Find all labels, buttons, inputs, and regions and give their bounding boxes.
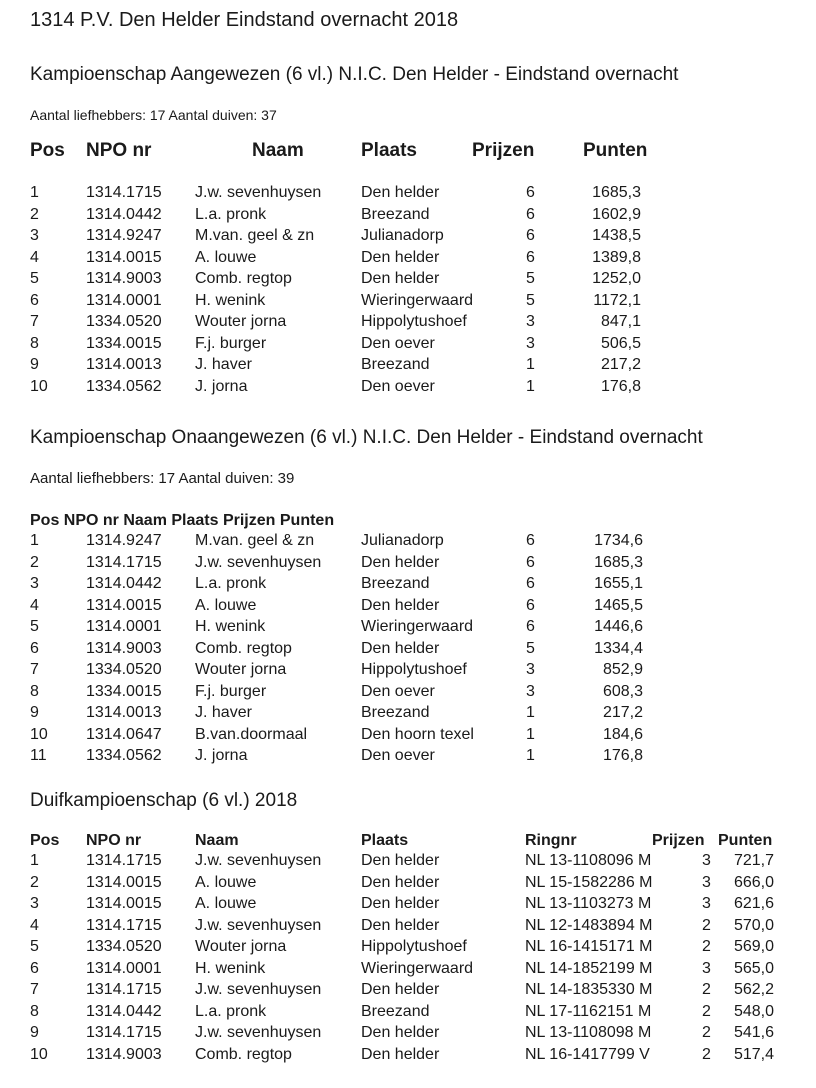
section-1-header-naam: Naam: [252, 140, 304, 161]
cell-plaats: Hippolytushoef: [361, 661, 467, 678]
cell-naam: J.w. sevenhuysen: [195, 184, 322, 201]
cell-prijzen: 1: [526, 747, 535, 764]
cell-punten: 1465,5: [594, 596, 643, 614]
cell-naam: J.w. sevenhuysen: [195, 553, 322, 571]
table-row: [0, 938, 816, 960]
cell-pos: 8: [30, 334, 39, 352]
cell-plaats: Den helder: [361, 1045, 440, 1063]
cell-ringnr: NL 16-1415171 M: [525, 938, 653, 955]
section-1-header-pos: Pos: [30, 140, 65, 161]
cell-prijzen: 2: [702, 938, 711, 955]
cell-npo-nr: 1334.0520: [86, 661, 162, 678]
cell-npo-nr: 1334.0520: [86, 938, 162, 955]
cell-plaats: Julianadorp: [361, 532, 444, 549]
cell-naam: J.w. sevenhuysen: [195, 916, 322, 934]
section-3-header-pos: Pos: [30, 832, 60, 849]
cell-npo-nr: 1314.0001: [86, 959, 162, 977]
cell-naam: M.van. geel & zn: [195, 532, 315, 549]
cell-punten: 847,1: [600, 313, 641, 330]
table-row: [0, 206, 816, 228]
cell-npo-nr: 1314.0442: [86, 1002, 162, 1020]
cell-naam: H. wenink: [195, 291, 266, 309]
cell-pos: 3: [30, 227, 39, 244]
cell-pos: 7: [30, 981, 39, 998]
cell-npo-nr: 1334.0562: [86, 747, 162, 764]
cell-pos: 3: [30, 895, 39, 912]
cell-pos: 10: [30, 1045, 48, 1063]
cell-plaats: Hippolytushoef: [361, 313, 467, 330]
cell-plaats: Breezand: [361, 1002, 430, 1020]
cell-pos: 2: [30, 553, 39, 571]
section-1-header-npo: NPO nr: [86, 140, 152, 161]
section-2-header: Pos NPO nr Naam Plaats Prijzen Punten: [30, 512, 335, 529]
section-1-meta: Aantal liefhebbers: 17 Aantal duiven: 37: [30, 107, 277, 123]
cell-prijzen: 2: [702, 916, 711, 934]
section-3-header-prijzen: Prijzen: [652, 832, 705, 849]
table-row: [0, 704, 816, 726]
cell-ringnr: NL 14-1852199 M: [525, 959, 653, 977]
cell-prijzen: 1: [526, 704, 535, 721]
cell-prijzen: 5: [526, 270, 535, 287]
cell-punten: 1685,3: [592, 184, 641, 201]
cell-plaats: Julianadorp: [361, 227, 444, 244]
cell-naam: J. haver: [195, 704, 252, 721]
cell-pos: 9: [30, 1024, 39, 1041]
cell-naam: L.a. pronk: [195, 575, 267, 592]
cell-naam: M.van. geel & zn: [195, 227, 315, 244]
cell-ringnr: NL 12-1483894 M: [525, 916, 653, 934]
cell-prijzen: 3: [702, 895, 711, 912]
cell-pos: 11: [30, 747, 47, 764]
cell-npo-nr: 1314.9003: [86, 1045, 162, 1063]
cell-pos: 5: [30, 618, 39, 635]
cell-pos: 1: [30, 852, 39, 869]
cell-plaats: Den oever: [361, 747, 435, 764]
cell-pos: 5: [30, 938, 39, 955]
cell-npo-nr: 1314.0442: [86, 575, 162, 592]
cell-plaats: Den helder: [361, 553, 440, 571]
cell-npo-nr: 1314.1715: [86, 1024, 162, 1041]
cell-pos: 4: [30, 916, 39, 934]
table-row: [0, 874, 816, 896]
cell-plaats: Breezand: [361, 356, 430, 373]
cell-prijzen: 1: [526, 725, 535, 743]
cell-punten: 569,0: [733, 938, 774, 955]
cell-plaats: Den hoorn texel: [361, 725, 474, 743]
cell-npo-nr: 1314.0015: [86, 248, 162, 266]
cell-pos: 4: [30, 596, 39, 614]
section-3-header-npo: NPO nr: [86, 832, 142, 849]
cell-naam: A. louwe: [195, 248, 257, 266]
cell-plaats: Den helder: [361, 895, 440, 912]
section-1-header-punten: Punten: [583, 140, 648, 161]
cell-npo-nr: 1314.0001: [86, 291, 162, 309]
cell-pos: 1: [30, 532, 39, 549]
cell-plaats: Den helder: [361, 873, 440, 891]
cell-plaats: Den helder: [361, 1024, 440, 1041]
cell-plaats: Breezand: [361, 704, 430, 721]
section-2-meta: Aantal liefhebbers: 17 Aantal duiven: 39: [30, 470, 295, 487]
cell-punten: 562,2: [733, 981, 774, 998]
cell-npo-nr: 1314.0442: [86, 205, 162, 223]
table-row: [0, 917, 816, 939]
table-row: [0, 895, 816, 917]
cell-pos: 10: [30, 725, 48, 743]
table-row: [0, 1046, 816, 1068]
cell-npo-nr: 1334.0015: [86, 334, 162, 352]
cell-prijzen: 3: [702, 873, 711, 891]
cell-ringnr: NL 17-1162151 M: [525, 1002, 652, 1020]
table-row: [0, 747, 816, 769]
cell-prijzen: 6: [526, 553, 535, 571]
cell-naam: H. wenink: [195, 959, 266, 977]
cell-ringnr: NL 13-1103273 M: [525, 895, 652, 912]
cell-naam: J. jorna: [195, 747, 248, 764]
cell-punten: 852,9: [602, 661, 643, 678]
cell-pos: 7: [30, 661, 39, 678]
cell-plaats: Wieringerwaard: [361, 618, 474, 635]
table-row: [0, 1024, 816, 1046]
cell-prijzen: 1: [526, 377, 535, 395]
cell-prijzen: 6: [526, 184, 535, 201]
section-3-header-ringnr: Ringnr: [525, 832, 577, 849]
table-row: [0, 270, 816, 292]
cell-punten: 621,6: [733, 895, 774, 912]
table-row: [0, 726, 816, 748]
cell-naam: B.van.doormaal: [195, 725, 308, 743]
table-row: [0, 852, 816, 874]
cell-plaats: Breezand: [361, 575, 430, 592]
cell-naam: J. jorna: [195, 377, 248, 395]
cell-punten: 570,0: [733, 916, 774, 934]
cell-naam: F.j. burger: [195, 334, 267, 352]
cell-npo-nr: 1314.0013: [86, 704, 162, 721]
cell-punten: 1172,1: [593, 291, 641, 309]
table-row: [0, 356, 816, 378]
table-row: [0, 981, 816, 1003]
cell-plaats: Den helder: [361, 852, 440, 869]
cell-prijzen: 6: [526, 248, 535, 266]
table-row: [0, 683, 816, 705]
cell-ringnr: NL 13-1108096 M: [525, 852, 652, 869]
cell-prijzen: 3: [526, 682, 535, 700]
cell-npo-nr: 1314.1715: [86, 852, 162, 869]
cell-prijzen: 2: [702, 1045, 711, 1063]
section-3-title: Duifkampioenschap (6 vl.) 2018: [30, 790, 298, 811]
table-row: [0, 618, 816, 640]
cell-npo-nr: 1314.9003: [86, 639, 162, 657]
section-3-header-naam: Naam: [195, 832, 239, 849]
cell-punten: 184,6: [602, 725, 643, 743]
section-2-title: Kampioenschap Onaangewezen (6 vl.) N.I.C. Den Helder - Eindstand overnacht: [30, 427, 703, 448]
section-3-header-plaats: Plaats: [361, 832, 409, 849]
cell-naam: Comb. regtop: [195, 639, 292, 657]
table-row: [0, 378, 816, 400]
cell-ringnr: NL 15-1582286 M: [525, 873, 653, 891]
cell-prijzen: 5: [526, 291, 535, 309]
cell-naam: L.a. pronk: [195, 205, 267, 223]
cell-naam: L.a. pronk: [195, 1002, 267, 1020]
cell-plaats: Den helder: [361, 639, 440, 657]
cell-plaats: Den helder: [361, 916, 440, 934]
cell-plaats: Den oever: [361, 377, 435, 395]
cell-prijzen: 6: [526, 205, 535, 223]
cell-pos: 6: [30, 639, 39, 657]
table-row: [0, 640, 816, 662]
cell-punten: 1446,6: [594, 618, 643, 635]
cell-prijzen: 6: [526, 227, 535, 244]
cell-pos: 2: [30, 205, 39, 223]
cell-npo-nr: 1314.9247: [86, 227, 162, 244]
cell-plaats: Den helder: [361, 981, 440, 998]
cell-prijzen: 3: [526, 661, 535, 678]
table-row: [0, 532, 816, 554]
cell-punten: 541,6: [733, 1024, 774, 1041]
cell-plaats: Breezand: [361, 205, 430, 223]
cell-prijzen: 6: [526, 618, 535, 635]
cell-punten: 217,2: [602, 704, 643, 721]
cell-punten: 176,8: [600, 377, 641, 395]
cell-naam: J.w. sevenhuysen: [195, 981, 322, 998]
cell-ringnr: NL 14-1835330 M: [525, 981, 653, 998]
cell-pos: 8: [30, 682, 39, 700]
cell-plaats: Wieringerwaard: [361, 291, 474, 309]
cell-npo-nr: 1314.0013: [86, 356, 162, 373]
cell-pos: 9: [30, 356, 39, 373]
table-row: [0, 575, 816, 597]
table-row: [0, 1003, 816, 1025]
cell-npo-nr: 1314.1715: [86, 916, 162, 934]
cell-prijzen: 3: [526, 334, 535, 352]
cell-naam: A. louwe: [195, 873, 257, 891]
cell-prijzen: 6: [526, 532, 535, 549]
cell-npo-nr: 1314.1715: [86, 184, 162, 201]
cell-pos: 1: [30, 184, 39, 201]
cell-pos: 2: [30, 873, 39, 891]
cell-naam: F.j. burger: [195, 682, 267, 700]
cell-naam: Wouter jorna: [195, 661, 287, 678]
table-row: [0, 597, 816, 619]
cell-naam: A. louwe: [195, 895, 257, 912]
table-row: [0, 292, 816, 314]
cell-naam: Comb. regtop: [195, 1045, 292, 1063]
cell-naam: Wouter jorna: [195, 313, 287, 330]
table-row: [0, 249, 816, 271]
cell-punten: 1334,4: [594, 639, 643, 657]
cell-punten: 721,7: [733, 852, 774, 869]
cell-prijzen: 1: [526, 356, 535, 373]
cell-pos: 4: [30, 248, 39, 266]
cell-prijzen: 2: [702, 1024, 711, 1041]
cell-punten: 666,0: [733, 873, 774, 891]
cell-pos: 6: [30, 959, 39, 977]
cell-npo-nr: 1334.0015: [86, 682, 162, 700]
cell-punten: 506,5: [600, 334, 641, 352]
cell-npo-nr: 1314.1715: [86, 981, 162, 998]
section-1-header-prijzen: Prijzen: [472, 140, 535, 161]
cell-plaats: Den helder: [361, 248, 440, 266]
cell-pos: 8: [30, 1002, 39, 1020]
cell-plaats: Hippolytushoef: [361, 938, 467, 955]
cell-pos: 9: [30, 704, 39, 721]
cell-prijzen: 2: [702, 1002, 711, 1020]
table-row: [0, 960, 816, 982]
cell-naam: J.w. sevenhuysen: [195, 852, 322, 869]
table-row: [0, 184, 816, 206]
section-1-title: Kampioenschap Aangewezen (6 vl.) N.I.C. Den Helder - Eindstand overnacht: [30, 64, 679, 85]
cell-punten: 1655,1: [594, 575, 643, 592]
cell-punten: 1685,3: [594, 553, 643, 571]
cell-plaats: Den oever: [361, 334, 435, 352]
cell-naam: J.w. sevenhuysen: [195, 1024, 322, 1041]
cell-npo-nr: 1334.0562: [86, 377, 162, 395]
cell-pos: 5: [30, 270, 39, 287]
table-row: [0, 227, 816, 249]
cell-prijzen: 3: [702, 852, 711, 869]
cell-npo-nr: 1314.0647: [86, 725, 162, 743]
cell-ringnr: NL 16-1417799 V: [525, 1045, 650, 1063]
table-row: [0, 554, 816, 576]
cell-prijzen: 3: [526, 313, 535, 330]
table-row: [0, 335, 816, 357]
cell-prijzen: 6: [526, 596, 535, 614]
cell-npo-nr: 1314.0001: [86, 618, 162, 635]
cell-ringnr: NL 13-1108098 M: [525, 1024, 652, 1041]
cell-punten: 176,8: [602, 747, 643, 764]
cell-npo-nr: 1314.0015: [86, 873, 162, 891]
cell-npo-nr: 1314.9003: [86, 270, 162, 287]
cell-plaats: Den helder: [361, 270, 440, 287]
cell-punten: 217,2: [600, 356, 641, 373]
cell-npo-nr: 1334.0520: [86, 313, 162, 330]
cell-pos: 10: [30, 377, 48, 395]
cell-prijzen: 2: [702, 981, 711, 998]
cell-npo-nr: 1314.0015: [86, 596, 162, 614]
cell-naam: J. haver: [195, 356, 252, 373]
cell-plaats: Wieringerwaard: [361, 959, 474, 977]
cell-punten: 1438,5: [592, 227, 641, 244]
cell-punten: 608,3: [602, 682, 643, 700]
document-title: 1314 P.V. Den Helder Eindstand overnacht 2018: [30, 9, 459, 31]
section-3-header-punten: Punten: [718, 832, 773, 849]
cell-npo-nr: 1314.1715: [86, 553, 162, 571]
cell-naam: A. louwe: [195, 596, 257, 614]
cell-naam: H. wenink: [195, 618, 266, 635]
cell-npo-nr: 1314.0015: [86, 895, 162, 912]
cell-plaats: Den helder: [361, 596, 440, 614]
cell-plaats: Den helder: [361, 184, 440, 201]
cell-naam: Wouter jorna: [195, 938, 287, 955]
cell-punten: 517,4: [733, 1045, 774, 1063]
cell-pos: 6: [30, 291, 39, 309]
cell-prijzen: 5: [526, 639, 535, 657]
cell-prijzen: 6: [526, 575, 535, 592]
cell-punten: 1602,9: [592, 205, 641, 223]
section-1-header-plaats: Plaats: [361, 140, 417, 161]
table-row: [0, 661, 816, 683]
cell-plaats: Den oever: [361, 682, 435, 700]
cell-punten: 1734,6: [594, 532, 643, 549]
cell-prijzen: 3: [702, 959, 711, 977]
cell-pos: 7: [30, 313, 39, 330]
cell-punten: 1252,0: [592, 270, 641, 287]
cell-punten: 548,0: [733, 1002, 774, 1020]
cell-pos: 3: [30, 575, 39, 592]
cell-punten: 565,0: [733, 959, 774, 977]
table-row: [0, 313, 816, 335]
cell-naam: Comb. regtop: [195, 270, 292, 287]
cell-punten: 1389,8: [592, 248, 641, 266]
cell-npo-nr: 1314.9247: [86, 532, 162, 549]
